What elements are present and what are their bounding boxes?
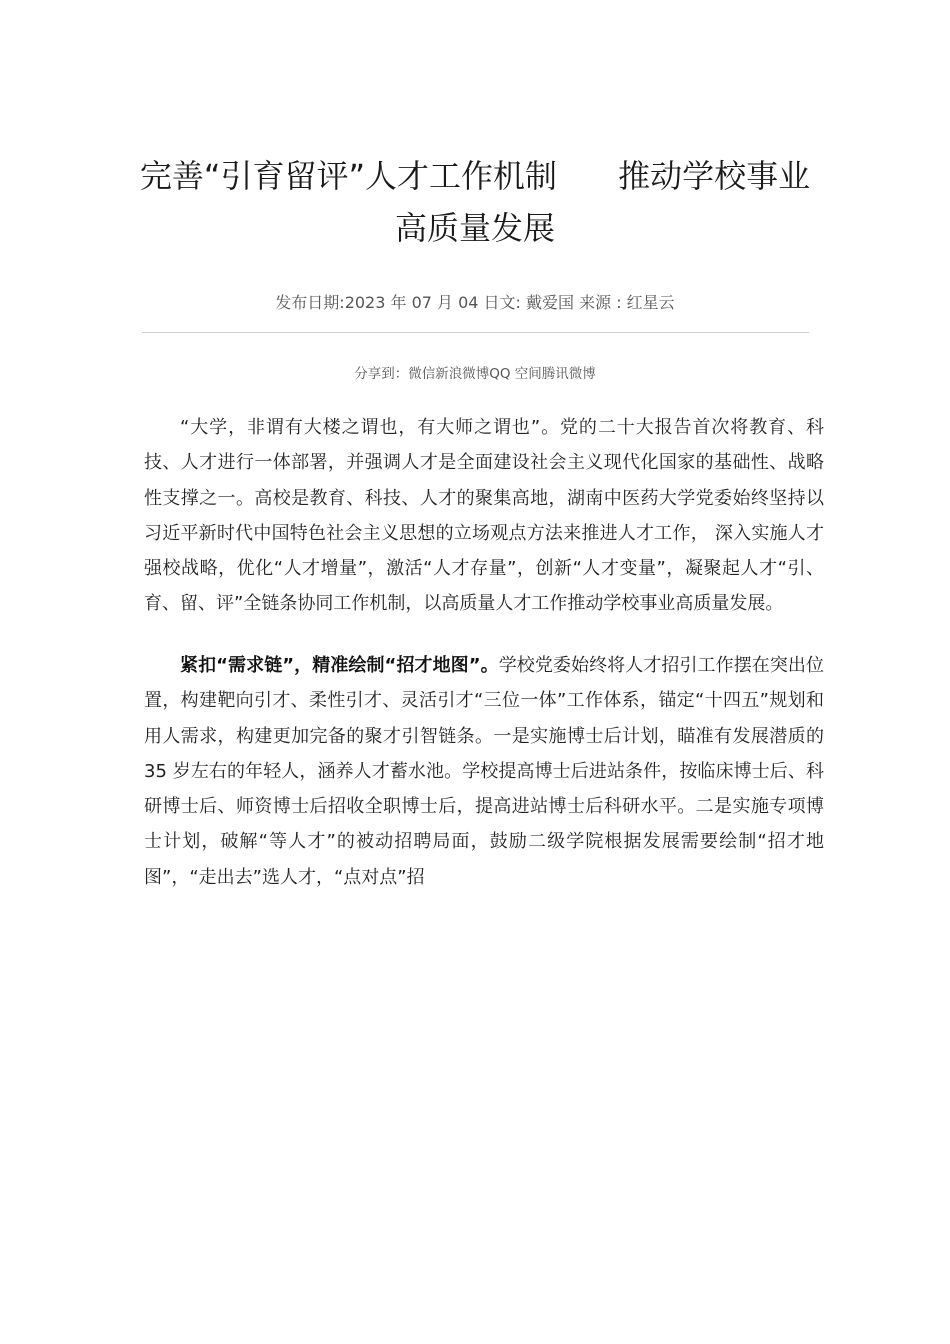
article-title-line-2: 高质量发展 — [394, 209, 555, 247]
share-wechat-link[interactable]: 微信 — [408, 366, 436, 382]
paragraph-1-text: “大学，非谓有大楼之谓也，有大师之谓也”。党的二十大报告首次将教育、科技、人才进行一体部署，并强调人才是全面建设社会主义现代化国家的基础性、战略性支撑之一。高校是教育、科技、人才的聚集高地，湖南中医药大学党委始终坚持以习近平新时代中国特色社会主义思想的立场观点方法来推进人才工作， 深入实施人才强校战略，优化“人才增量”，激活“人才存量”，创新“人才变量”，凝聚起人才“引、育、留、评”全链条协同工作机制，以高质量人才工作推动学校事业高质量发展。 — [144, 417, 824, 615]
share-sina-weibo-link[interactable]: 新浪微博 — [435, 366, 490, 382]
article-title-line-1: 完善“引育留评”人才工作机制 推动学校事业 — [139, 157, 811, 195]
divider — [142, 332, 809, 333]
share-label: 分享到： — [354, 366, 409, 382]
paragraph-2-lead: 紧扣“需求链”，精准绘制“招才地图”。 — [180, 655, 499, 676]
article-paragraph-2 — [144, 648, 824, 895]
share-qzone-link[interactable]: QQ 空间 — [489, 366, 542, 382]
share-tencent-weibo-link[interactable]: 腾讯微博 — [541, 366, 596, 382]
share-bar — [140, 364, 810, 384]
article-meta: 发布日期:2023 年 07 月 04 日文: 戴爱国 来源 : 红星云 — [275, 293, 675, 312]
article-title — [120, 150, 830, 254]
article-paragraph-1 — [144, 410, 824, 622]
paragraph-2-text: 学校党委始终将人才招引工作摆在突出位置，构建靶向引才、柔性引才、灵活引才“三位一体”工作体系，锚定“十四五”规划和用人需求，构建更加完备的聚才引智链条。一是实施博士后计划，瞄准有发展潜质的 35 岁左右的年轻人，涵养人才蓄水池。学校提高博士后进站条件，按临床博士后、科研博士后、师资博士后招收全职博士后，提高进站博士后科研水平。二是实施专项博士计划，破解“等人才”的被动招聘局面，鼓励二级学院根据发展需要绘制“招才地图”，“走出去”选人才，“点对点”招 — [144, 655, 824, 888]
